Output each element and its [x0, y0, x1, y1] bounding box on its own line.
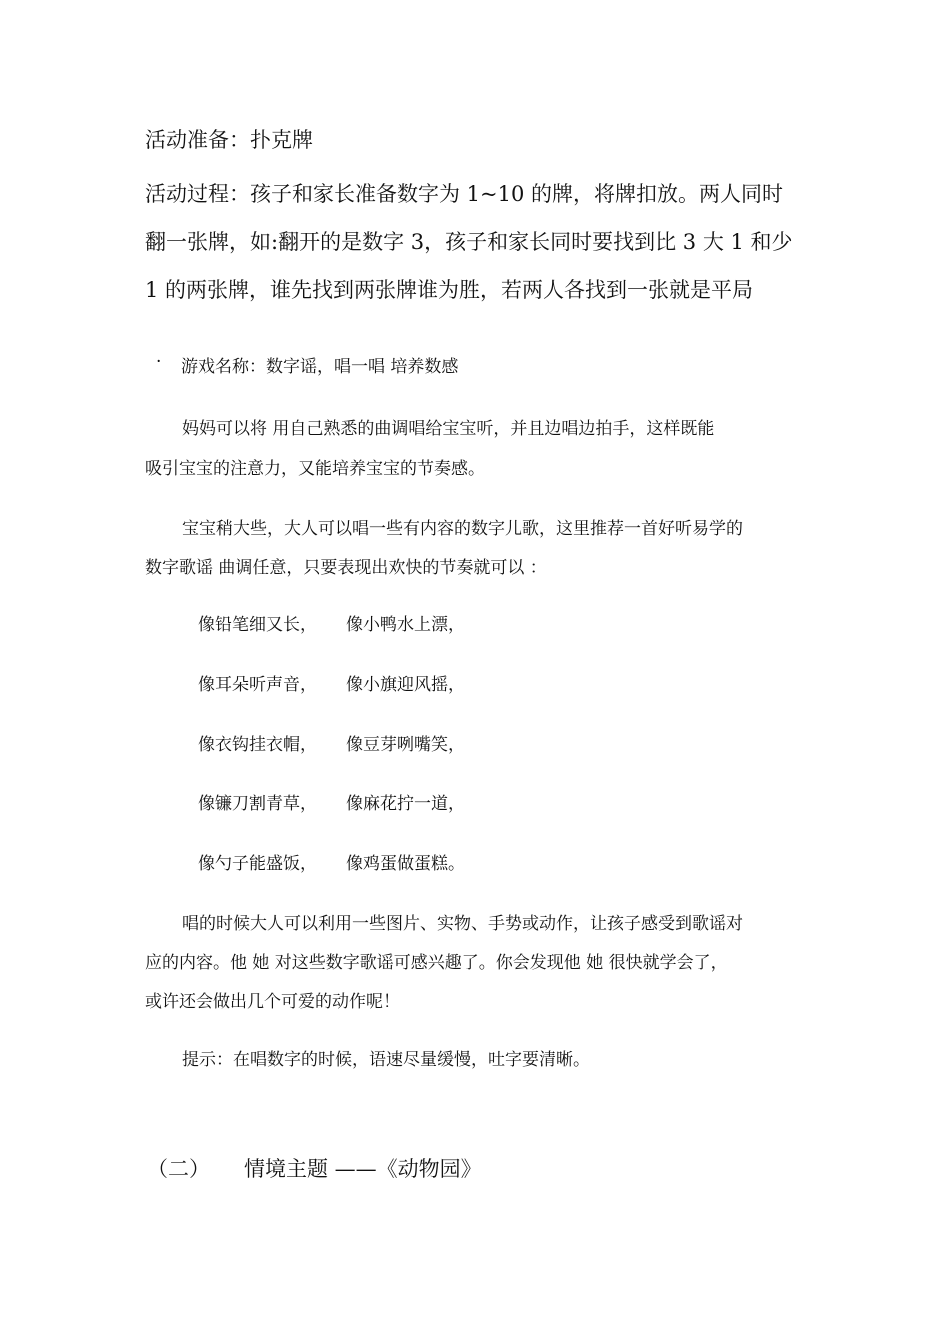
poem-line-5a: 像勺子能盛饭， — [198, 854, 317, 874]
poem-line-1a: 像铅笔细又长， — [198, 615, 317, 635]
para3-line-1: 唱的时候大人可以利用一些图片、实物、手势或动作，让孩子感受到歌谣对 — [182, 914, 743, 934]
para2-line-1: 宝宝稍大些，大人可以唱一些有内容的数字儿歌，这里推荐一首好听易学的 — [182, 519, 743, 539]
activity-process-line-1: 活动过程：孩子和家长准备数字为 1~10 的牌，将牌扣放。两人同时 — [145, 182, 784, 206]
poem-line-3b: 像豆芽咧嘴笑， — [346, 735, 465, 755]
para2-line-2: 数字歌谣 曲调任意，只要表现出欢快的节奏就可以 ： — [145, 558, 547, 578]
activity-process-line-2: 翻一张牌，如:翻开的是数字 3，孩子和家长同时要找到比 3 大 1 和少 — [145, 230, 793, 254]
poem-line-1b: 像小鸭水上漂， — [346, 615, 465, 635]
game-name: 游戏名称：数字谣，唱一唱 培养数感 — [181, 357, 459, 377]
poem-line-2a: 像耳朵听声音， — [198, 675, 317, 695]
section-title: 情境主题 ——《动物园》 — [244, 1157, 482, 1181]
poem-line-3a: 像衣钩挂衣帽， — [198, 735, 317, 755]
poem-line-5b: 像鸡蛋做蛋糕。 — [346, 854, 465, 874]
tip-text: 提示：在唱数字的时候，语速尽量缓慢，吐字要清晰。 — [182, 1050, 590, 1070]
para1-line-2: 吸引宝宝的注意力，又能培养宝宝的节奏感。 — [145, 459, 485, 479]
poem-line-4b: 像麻花拧一道， — [346, 794, 465, 814]
para3-line-2: 应的内容。他 她 对这些数字歌谣可感兴趣了。你会发现他 她 很快就学会了， — [145, 953, 728, 973]
activity-prep: 活动准备：扑克牌 — [145, 128, 313, 152]
bullet-icon: · — [156, 352, 162, 372]
poem-line-4a: 像镰刀割青草， — [198, 794, 317, 814]
activity-process-line-3: 1 的两张牌，谁先找到两张牌谁为胜，若两人各找到一张就是平局 — [145, 278, 754, 302]
poem-line-2b: 像小旗迎风摇， — [346, 675, 465, 695]
section-number: （二） — [147, 1157, 210, 1181]
para1-line-1: 妈妈可以将 用自己熟悉的曲调唱给宝宝听，并且边唱边拍手，这样既能 — [182, 419, 715, 439]
para3-line-3: 或许还会做出几个可爱的动作呢！ — [145, 992, 400, 1012]
